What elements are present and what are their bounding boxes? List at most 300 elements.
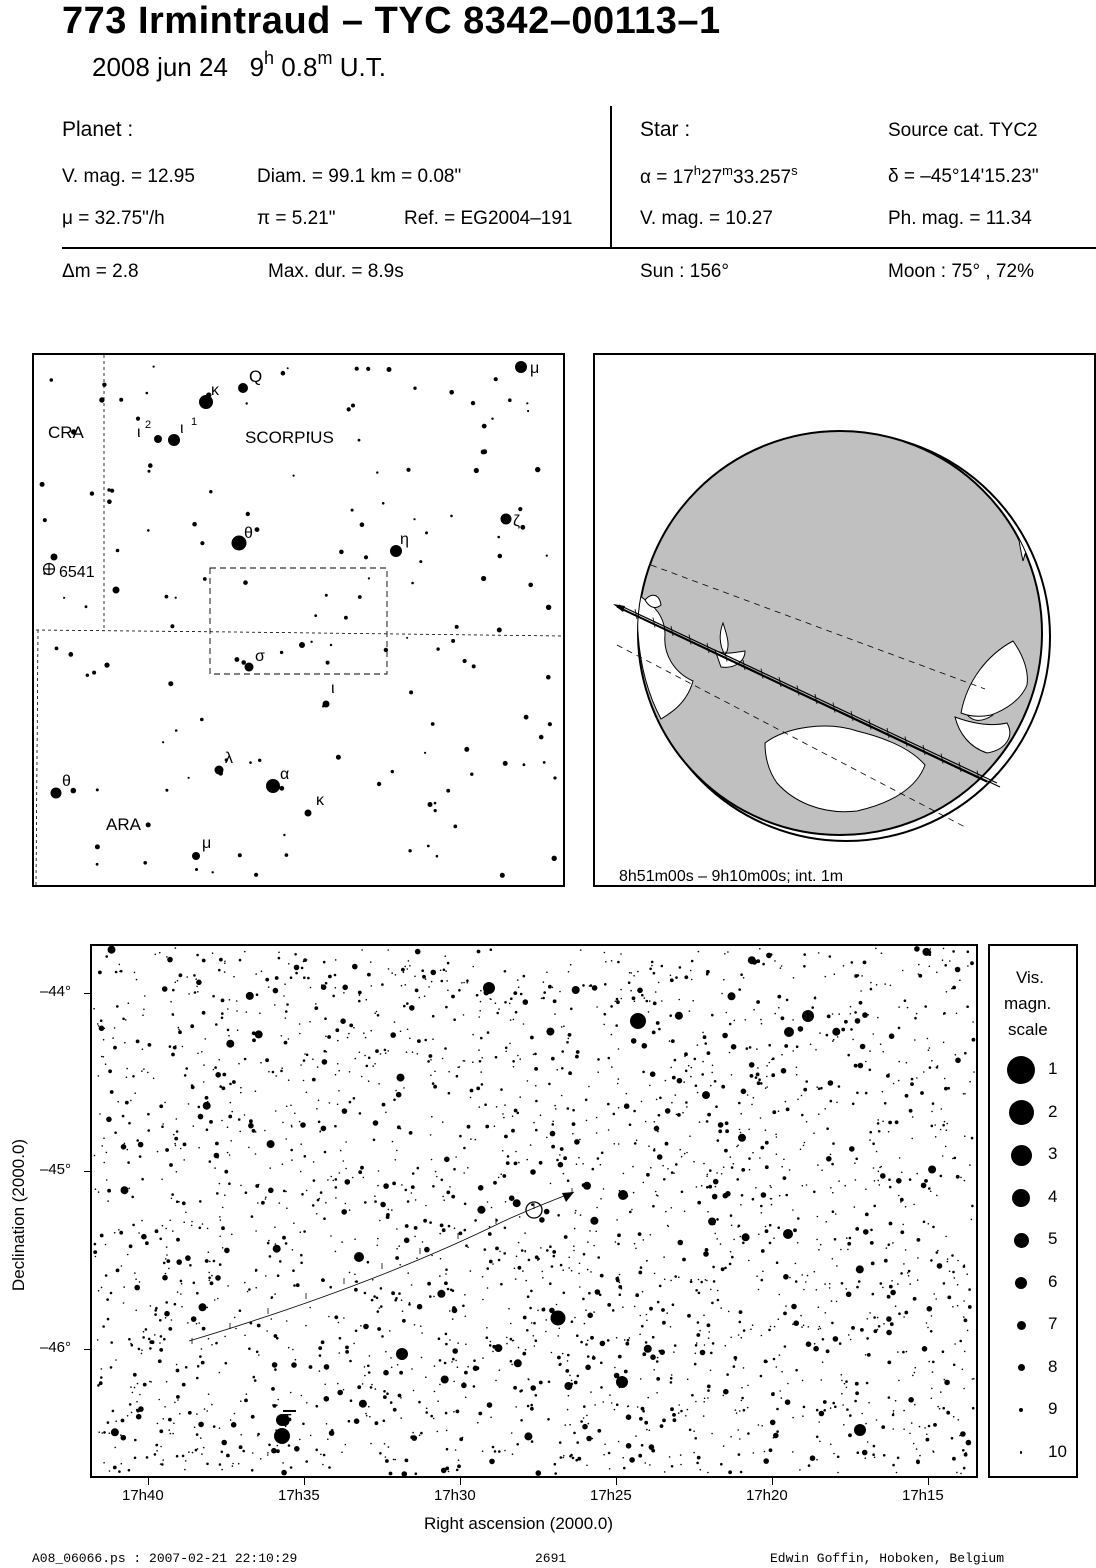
field-star bbox=[145, 1328, 148, 1331]
field-star bbox=[246, 1011, 248, 1013]
field-star bbox=[826, 1034, 829, 1037]
field-star bbox=[943, 1012, 946, 1015]
field-star bbox=[659, 1097, 662, 1100]
field-star bbox=[874, 1180, 876, 1182]
field-star bbox=[596, 1006, 598, 1008]
field-star bbox=[833, 1336, 839, 1342]
field-star bbox=[408, 960, 410, 962]
field-star bbox=[737, 1429, 739, 1431]
field-star bbox=[445, 955, 447, 957]
field-star bbox=[216, 1192, 219, 1195]
field-star bbox=[435, 1171, 437, 1173]
field-star bbox=[524, 1232, 526, 1234]
field-star bbox=[779, 1354, 781, 1356]
field-star bbox=[796, 1074, 798, 1076]
field-star bbox=[445, 1333, 448, 1336]
field-star bbox=[706, 970, 710, 974]
field-star bbox=[792, 1019, 794, 1021]
field-star bbox=[759, 1157, 761, 1159]
field-star bbox=[928, 1361, 930, 1363]
x-axis-label: Right ascension (2000.0) bbox=[424, 1514, 614, 1533]
field-star bbox=[952, 1457, 956, 1461]
field-star bbox=[334, 1125, 337, 1128]
field-star bbox=[103, 1462, 105, 1464]
finder-star bbox=[51, 788, 62, 799]
field-star bbox=[277, 1445, 279, 1447]
field-star bbox=[823, 1409, 826, 1412]
field-star bbox=[963, 1300, 965, 1302]
field-star bbox=[522, 1352, 526, 1356]
field-star bbox=[646, 1429, 648, 1431]
field-star bbox=[721, 1173, 723, 1175]
field-star bbox=[393, 1099, 396, 1102]
field-star bbox=[642, 1352, 646, 1356]
field-star bbox=[446, 1430, 448, 1432]
field-star bbox=[377, 1185, 379, 1187]
field-star bbox=[224, 971, 226, 973]
finder-star bbox=[209, 490, 212, 493]
field-star bbox=[284, 1041, 288, 1045]
field-star bbox=[274, 1226, 276, 1228]
field-star bbox=[626, 1093, 628, 1095]
field-star bbox=[244, 1058, 247, 1061]
field-star bbox=[425, 978, 427, 980]
field-star bbox=[147, 1113, 150, 1116]
field-star bbox=[403, 1005, 406, 1008]
field-star bbox=[833, 1453, 835, 1455]
field-star bbox=[572, 1122, 576, 1126]
field-star bbox=[159, 952, 161, 954]
field-star bbox=[673, 1351, 675, 1353]
field-star bbox=[860, 990, 862, 992]
field-star bbox=[504, 1227, 507, 1230]
field-star bbox=[734, 1356, 738, 1360]
field-star bbox=[726, 1012, 728, 1014]
field-star bbox=[208, 1277, 211, 1280]
field-star bbox=[315, 1003, 317, 1005]
field-star bbox=[898, 1061, 900, 1063]
finder-star bbox=[71, 788, 77, 794]
field-star bbox=[557, 1214, 560, 1217]
field-star bbox=[927, 1306, 933, 1312]
field-star bbox=[431, 981, 433, 983]
field-star bbox=[955, 1058, 961, 1064]
field-star bbox=[519, 1216, 521, 1218]
field-star bbox=[876, 1419, 878, 1421]
field-star bbox=[644, 997, 646, 999]
field-star bbox=[717, 1299, 720, 1302]
field-star bbox=[439, 1359, 442, 1362]
field-star bbox=[544, 1209, 550, 1215]
finder-star bbox=[344, 616, 348, 620]
field-star bbox=[865, 1213, 869, 1217]
field-star bbox=[286, 1207, 288, 1209]
field-star bbox=[703, 1163, 705, 1165]
field-star bbox=[805, 1080, 808, 1083]
field-star bbox=[478, 1049, 480, 1051]
field-star bbox=[354, 1418, 360, 1424]
field-star bbox=[912, 1116, 914, 1118]
field-star bbox=[345, 1350, 349, 1354]
field-star bbox=[186, 976, 188, 978]
field-star bbox=[320, 1191, 323, 1194]
field-star bbox=[843, 965, 845, 967]
field-star bbox=[944, 1379, 946, 1381]
field-star bbox=[913, 1204, 915, 1206]
field-star bbox=[273, 988, 279, 994]
field-star bbox=[139, 1155, 142, 1158]
field-star bbox=[456, 1410, 460, 1414]
field-star bbox=[641, 1101, 643, 1103]
field-star bbox=[786, 1108, 790, 1112]
field-star bbox=[291, 1159, 293, 1161]
finder-star bbox=[113, 587, 120, 594]
field-star bbox=[352, 1177, 354, 1179]
field-star bbox=[603, 1188, 605, 1190]
field-star bbox=[781, 965, 783, 967]
field-star bbox=[335, 1186, 338, 1189]
field-star bbox=[686, 1106, 688, 1108]
field-star bbox=[622, 1306, 624, 1308]
field-star bbox=[665, 1142, 669, 1146]
field-star bbox=[235, 1328, 237, 1330]
field-star bbox=[632, 996, 636, 1000]
field-star bbox=[945, 1146, 947, 1148]
x-tick-label: 17h25 bbox=[590, 1487, 632, 1504]
field-star bbox=[512, 1453, 514, 1455]
field-star bbox=[506, 1337, 508, 1339]
field-star bbox=[787, 1383, 789, 1385]
field-star bbox=[174, 1303, 177, 1306]
field-star bbox=[849, 1414, 852, 1417]
finder-star bbox=[553, 776, 556, 779]
field-star bbox=[771, 1392, 775, 1396]
field-star bbox=[489, 1459, 495, 1465]
field-star bbox=[890, 1322, 894, 1326]
field-star bbox=[430, 1134, 432, 1136]
field-star bbox=[385, 1456, 387, 1458]
field-star bbox=[922, 1346, 928, 1352]
field-star bbox=[459, 1232, 463, 1236]
field-star bbox=[353, 1343, 355, 1345]
field-star bbox=[599, 1294, 602, 1297]
field-star bbox=[443, 1199, 445, 1201]
field-star bbox=[181, 1283, 183, 1285]
field-star bbox=[480, 1071, 482, 1073]
field-star bbox=[774, 1013, 776, 1015]
field-star bbox=[728, 1470, 732, 1474]
field-star bbox=[657, 1195, 659, 1197]
field-star bbox=[125, 1019, 127, 1021]
field-star bbox=[458, 1459, 460, 1461]
field-star bbox=[230, 1140, 232, 1142]
finder-star bbox=[148, 470, 151, 473]
field-star bbox=[279, 1202, 281, 1204]
finder-star bbox=[464, 747, 469, 752]
field-star bbox=[431, 1116, 433, 1118]
field-star bbox=[445, 1343, 448, 1346]
field-star bbox=[830, 1444, 832, 1446]
field-star bbox=[627, 1339, 630, 1342]
field-star bbox=[849, 1237, 852, 1240]
field-star bbox=[838, 1013, 840, 1015]
field-star bbox=[349, 1101, 352, 1104]
field-star bbox=[360, 1325, 362, 1327]
field-star bbox=[589, 1230, 591, 1232]
field-star bbox=[470, 1097, 472, 1099]
globe-caption: 8h51m00s – 9h10m00s; int. 1m bbox=[619, 868, 844, 885]
field-star bbox=[141, 1353, 143, 1355]
field-star bbox=[371, 985, 373, 987]
field-star bbox=[854, 1400, 857, 1403]
field-star bbox=[898, 1027, 901, 1030]
field-star bbox=[682, 1258, 686, 1262]
field-star bbox=[637, 971, 639, 973]
field-star bbox=[857, 1451, 860, 1454]
field-star bbox=[240, 1400, 242, 1402]
finder-star bbox=[339, 550, 344, 555]
field-star bbox=[163, 1418, 165, 1420]
field-star bbox=[477, 1206, 485, 1214]
field-star bbox=[656, 1021, 660, 1025]
field-star bbox=[407, 1200, 410, 1203]
field-star bbox=[285, 1138, 287, 1140]
bright-field-star bbox=[396, 1348, 408, 1360]
field-star bbox=[624, 1339, 626, 1341]
x-tick-label: 17h35 bbox=[278, 1487, 320, 1504]
field-star bbox=[747, 1432, 750, 1435]
field-star bbox=[928, 1166, 936, 1174]
field-star bbox=[463, 1147, 466, 1150]
field-star bbox=[405, 1189, 408, 1192]
field-star bbox=[452, 1318, 454, 1320]
field-star bbox=[248, 1288, 251, 1291]
y-tick-label: –46° bbox=[40, 1339, 72, 1356]
field-star bbox=[447, 990, 449, 992]
field-star bbox=[415, 1199, 417, 1201]
field-star bbox=[679, 999, 681, 1001]
field-star bbox=[936, 972, 938, 974]
field-star bbox=[878, 1171, 880, 1173]
field-star bbox=[642, 1071, 645, 1074]
field-star bbox=[670, 978, 674, 982]
finder-star bbox=[96, 788, 99, 791]
field-star bbox=[691, 1067, 693, 1069]
field-star bbox=[159, 1342, 161, 1344]
field-star bbox=[758, 1424, 760, 1426]
field-star bbox=[431, 1159, 433, 1161]
field-star bbox=[615, 1001, 617, 1003]
finder-star bbox=[90, 491, 94, 495]
field-star bbox=[592, 1438, 594, 1440]
field-star bbox=[176, 1455, 179, 1458]
field-star bbox=[949, 1271, 951, 1273]
field-star bbox=[106, 1179, 108, 1181]
field-star bbox=[895, 1400, 897, 1402]
field-star bbox=[461, 982, 463, 984]
field-star bbox=[590, 1271, 592, 1273]
field-star bbox=[548, 1083, 551, 1086]
field-star bbox=[309, 1365, 313, 1369]
field-star bbox=[774, 1326, 776, 1328]
field-star bbox=[349, 1272, 351, 1274]
field-star bbox=[777, 1226, 780, 1229]
event-date: 2008 jun 24 bbox=[92, 52, 228, 82]
field-star bbox=[671, 1102, 673, 1104]
field-star bbox=[364, 1375, 366, 1377]
field-star bbox=[937, 1250, 939, 1252]
field-star bbox=[918, 964, 920, 966]
field-star bbox=[697, 1321, 700, 1324]
field-star bbox=[586, 1436, 592, 1442]
field-star bbox=[623, 1467, 626, 1470]
max-duration: Max. dur. = 8.9s bbox=[268, 261, 404, 282]
field-star bbox=[335, 1251, 337, 1253]
field-star bbox=[335, 1197, 337, 1199]
field-star bbox=[302, 1423, 305, 1426]
field-star bbox=[134, 1092, 136, 1094]
field-star bbox=[668, 1226, 670, 1228]
field-star bbox=[506, 1136, 508, 1138]
field-star bbox=[736, 1412, 738, 1414]
field-star bbox=[659, 1350, 662, 1353]
field-star bbox=[896, 1472, 898, 1474]
field-star bbox=[327, 1439, 329, 1441]
field-star bbox=[178, 1029, 180, 1031]
field-star bbox=[882, 1287, 884, 1289]
finder-star bbox=[326, 661, 330, 665]
field-star bbox=[106, 1117, 112, 1123]
field-star bbox=[479, 1106, 481, 1108]
field-star bbox=[463, 1172, 465, 1174]
field-star bbox=[900, 1198, 904, 1202]
field-star bbox=[434, 1391, 436, 1393]
field-star bbox=[657, 1301, 660, 1304]
field-star bbox=[771, 1204, 773, 1206]
finder-star bbox=[436, 647, 439, 650]
field-star bbox=[452, 1358, 455, 1361]
field-star bbox=[214, 1066, 217, 1069]
finder-star bbox=[200, 541, 204, 545]
field-star bbox=[909, 1178, 912, 1181]
field-star bbox=[657, 1357, 659, 1359]
field-star bbox=[479, 1010, 481, 1012]
field-star bbox=[396, 1150, 398, 1152]
field-star bbox=[338, 1070, 340, 1072]
field-star bbox=[306, 1054, 309, 1057]
field-star bbox=[838, 1085, 841, 1088]
field-star bbox=[649, 1085, 651, 1087]
field-star bbox=[290, 1392, 292, 1394]
field-star bbox=[169, 1045, 172, 1048]
field-star bbox=[931, 1111, 933, 1113]
field-star bbox=[198, 1147, 200, 1149]
magnitude-legend bbox=[988, 944, 1078, 1478]
field-star bbox=[934, 1124, 936, 1126]
field-star bbox=[353, 1027, 355, 1029]
field-star bbox=[706, 1120, 709, 1123]
field-star bbox=[246, 1393, 248, 1395]
ra-minute-unit: m bbox=[722, 163, 733, 178]
field-star bbox=[580, 1214, 582, 1216]
field-star bbox=[922, 948, 930, 956]
field-star bbox=[583, 1253, 586, 1256]
field-star bbox=[616, 1219, 618, 1221]
field-star bbox=[963, 1467, 966, 1470]
field-star bbox=[665, 1211, 667, 1213]
field-star bbox=[255, 973, 257, 975]
field-star bbox=[583, 1405, 586, 1408]
field-star bbox=[662, 1165, 664, 1167]
field-star bbox=[240, 1434, 242, 1436]
field-star bbox=[679, 1149, 681, 1151]
field-star bbox=[931, 1315, 933, 1317]
field-star bbox=[316, 1405, 319, 1408]
field-star bbox=[282, 1236, 286, 1240]
field-star bbox=[282, 1122, 284, 1124]
field-star bbox=[823, 1400, 827, 1404]
field-star bbox=[765, 1165, 769, 1169]
field-star bbox=[299, 1439, 301, 1441]
field-star bbox=[227, 1152, 229, 1154]
field-star bbox=[486, 1327, 488, 1329]
field-star bbox=[185, 1212, 187, 1214]
field-star bbox=[99, 1113, 101, 1115]
field-star bbox=[752, 1198, 755, 1201]
field-star bbox=[795, 1263, 797, 1265]
field-star bbox=[345, 1179, 351, 1185]
field-star bbox=[482, 1450, 484, 1452]
field-star bbox=[440, 1224, 444, 1228]
field-star bbox=[634, 1243, 636, 1245]
field-star bbox=[635, 1435, 637, 1437]
field-star bbox=[533, 1054, 535, 1056]
field-star bbox=[657, 1131, 659, 1133]
field-star bbox=[162, 1275, 168, 1281]
field-star bbox=[818, 1087, 821, 1090]
field-star bbox=[207, 1228, 209, 1230]
field-star bbox=[707, 1323, 711, 1327]
field-star bbox=[760, 1375, 763, 1378]
field-star bbox=[445, 1006, 448, 1009]
field-star bbox=[137, 1383, 139, 1385]
field-star bbox=[227, 1126, 229, 1128]
field-star bbox=[644, 1345, 652, 1353]
field-star bbox=[890, 1290, 896, 1296]
field-star bbox=[678, 1412, 680, 1414]
field-star bbox=[206, 1128, 209, 1131]
field-star bbox=[188, 993, 190, 995]
field-star bbox=[211, 1344, 213, 1346]
field-star bbox=[923, 1221, 926, 1224]
field-star bbox=[369, 1416, 371, 1418]
field-star bbox=[559, 991, 561, 993]
field-star bbox=[134, 1387, 136, 1389]
field-star bbox=[127, 1149, 129, 1151]
field-star bbox=[648, 1145, 650, 1147]
field-star bbox=[134, 1272, 136, 1274]
field-star bbox=[132, 1224, 135, 1227]
field-star bbox=[472, 1061, 474, 1063]
field-star bbox=[649, 1307, 653, 1311]
field-star bbox=[682, 1112, 684, 1114]
field-star bbox=[846, 1237, 848, 1239]
field-star bbox=[789, 1277, 791, 1279]
field-star bbox=[292, 1269, 295, 1272]
field-star bbox=[838, 1180, 840, 1182]
field-star bbox=[805, 1281, 807, 1283]
field-star bbox=[309, 1021, 311, 1023]
